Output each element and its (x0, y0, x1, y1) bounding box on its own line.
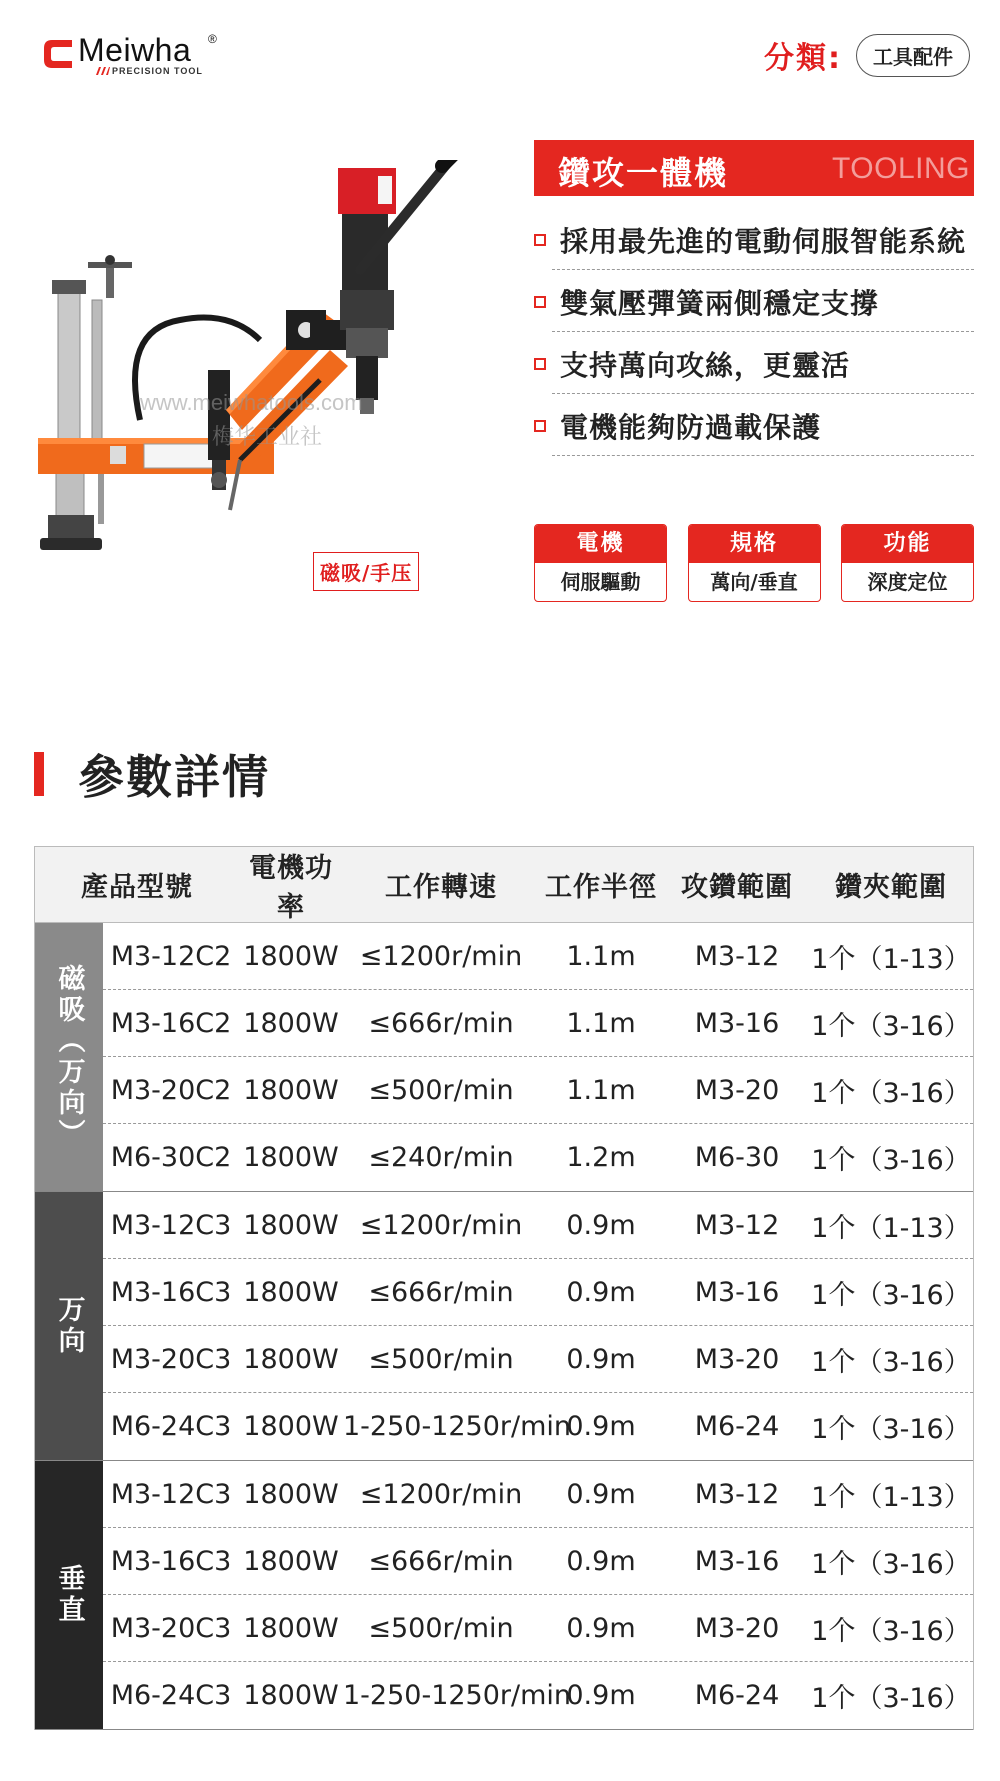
cell-model: M6-30C2 (110, 1142, 232, 1173)
cell-radius: 0.9m (566, 1612, 636, 1644)
spec-card-spec (688, 524, 821, 602)
cell-chuck-range: 1个（3-16） (811, 1414, 971, 1445)
cell-speed: ≤1200r/min (359, 940, 523, 972)
feature-list (534, 208, 974, 456)
category-tag[interactable]: 工具配件 (856, 34, 970, 77)
feature-item (552, 270, 974, 332)
cell-tap-range: M3-16 (694, 1007, 780, 1039)
table-body (35, 923, 973, 1730)
category-label: 分類: (764, 41, 842, 76)
cell-model: M3-16C3 (110, 1276, 232, 1308)
table-row (103, 1124, 973, 1191)
table-row (103, 990, 973, 1057)
table-row (103, 1595, 973, 1662)
cell-radius: 1.1m (566, 1074, 636, 1106)
watermark-chinese: 梅华工业社 (212, 425, 323, 450)
table-row (103, 1192, 973, 1259)
cell-model: M3-12C3 (110, 1478, 232, 1510)
feature-title: 鑽攻一體機 (558, 154, 729, 192)
registered-mark: ® (208, 32, 217, 46)
cell-power: 1800W (243, 940, 339, 972)
cell-speed: 1-250-1250r/min (343, 1411, 572, 1442)
cell-power: 1800W (243, 1007, 339, 1039)
table-row (103, 1393, 973, 1460)
feature-item (552, 394, 974, 456)
cell-chuck-range: 1个（3-16） (811, 1615, 971, 1647)
cell-radius: 1.2m (566, 1142, 636, 1173)
cell-power: 1800W (243, 1612, 339, 1644)
square-bullet-icon (534, 358, 546, 370)
cell-speed: ≤500r/min (368, 1074, 514, 1106)
cell-power: 1800W (243, 1545, 339, 1577)
feature-item (552, 208, 974, 270)
cell-chuck-range: 1个（1-13） (811, 943, 971, 975)
spec-card-head: 規格 (689, 525, 820, 563)
cell-power: 1800W (243, 1209, 339, 1241)
cell-chuck-range: 1个（3-16） (811, 1683, 971, 1714)
cell-speed: ≤666r/min (368, 1276, 514, 1308)
cell-radius: 0.9m (566, 1680, 636, 1711)
cell-tap-range: M3-12 (694, 1478, 780, 1510)
table-row (103, 1326, 973, 1393)
cell-speed: ≤1200r/min (359, 1478, 523, 1510)
section-accent-bar (34, 752, 44, 796)
cell-model: M3-12C3 (110, 1209, 232, 1241)
brand-subtitle: PRECISION TOOL (112, 66, 203, 76)
feature-subtitle: TOOLING (832, 152, 970, 185)
cell-tap-range: M6-24 (694, 1411, 780, 1442)
spec-card-body: 深度定位 (867, 570, 948, 594)
square-bullet-icon (534, 296, 546, 308)
cell-power: 1800W (243, 1142, 339, 1173)
cell-chuck-range: 1个（3-16） (811, 1346, 971, 1378)
cell-speed: 1-250-1250r/min (343, 1680, 572, 1711)
table-row (103, 1057, 973, 1124)
cell-speed: ≤240r/min (368, 1142, 514, 1173)
spec-card-head: 功能 (842, 525, 973, 563)
cell-speed: ≤666r/min (368, 1545, 514, 1577)
square-bullet-icon (534, 420, 546, 432)
table-row (103, 1662, 973, 1729)
table-row (103, 1461, 973, 1528)
spec-card-function (841, 524, 974, 602)
cell-chuck-range: 1个（3-16） (811, 1548, 971, 1580)
mode-stamp: 磁吸/手压 (313, 552, 419, 591)
logo-stripes-icon (94, 67, 110, 75)
feature-text: 採用最先進的電動伺服智能系統 (560, 225, 967, 258)
cell-speed: ≤1200r/min (359, 1209, 523, 1241)
category (764, 34, 970, 76)
table-group (35, 923, 973, 1192)
cell-radius: 0.9m (566, 1209, 636, 1241)
cell-tap-range: M3-20 (694, 1612, 780, 1644)
table-row (103, 1528, 973, 1595)
cell-tap-range: M3-16 (694, 1545, 780, 1577)
product-image (30, 160, 530, 600)
cell-model: M3-20C3 (110, 1343, 232, 1375)
header-chuck-range: 鑽夾範圍 (835, 872, 947, 903)
cell-speed: ≤666r/min (368, 1007, 514, 1039)
feature-text: 支持萬向攻絲，更靈活 (560, 349, 851, 382)
brand-name: Meiwha (78, 32, 192, 68)
header-power: 電機功率 (249, 852, 333, 923)
cell-speed: ≤500r/min (368, 1343, 514, 1375)
cell-tap-range: M6-24 (694, 1680, 780, 1711)
cell-power: 1800W (243, 1343, 339, 1375)
spec-card-head: 電機 (535, 525, 666, 563)
spec-card-body: 萬向/垂直 (710, 570, 798, 594)
cell-model: M3-20C3 (110, 1612, 232, 1644)
cell-model: M3-20C2 (110, 1074, 232, 1106)
group-label: 垂直 (35, 1461, 103, 1729)
feature-banner (534, 140, 974, 196)
cell-tap-range: M3-20 (694, 1074, 780, 1106)
cell-chuck-range: 1个（1-13） (811, 1481, 971, 1513)
section-title (34, 748, 270, 804)
cell-chuck-range: 1个（1-13） (811, 1212, 971, 1244)
cell-tap-range: M3-12 (694, 1209, 780, 1241)
table-group (35, 1192, 973, 1461)
feature-text: 電機能夠防過載保護 (560, 411, 822, 444)
cell-power: 1800W (243, 1411, 339, 1442)
cell-radius: 0.9m (566, 1343, 636, 1375)
cell-model: M3-16C2 (110, 1007, 232, 1039)
cell-power: 1800W (243, 1680, 339, 1711)
cell-speed: ≤500r/min (368, 1612, 514, 1644)
cell-power: 1800W (243, 1276, 339, 1308)
cell-tap-range: M3-12 (694, 940, 780, 972)
group-label: 磁吸（万向） (35, 923, 103, 1191)
cell-chuck-range: 1个（3-16） (811, 1145, 971, 1176)
cell-radius: 0.9m (566, 1411, 636, 1442)
spec-card-motor (534, 524, 667, 602)
cell-power: 1800W (243, 1074, 339, 1106)
cell-radius: 1.1m (566, 940, 636, 972)
table-row (103, 1259, 973, 1326)
cell-radius: 0.9m (566, 1545, 636, 1577)
header-model: 產品型號 (81, 872, 193, 903)
header-speed: 工作轉速 (385, 872, 497, 903)
brand-logo (42, 30, 232, 78)
cell-tap-range: M3-16 (694, 1276, 780, 1308)
cell-model: M3-16C3 (110, 1545, 232, 1577)
logo-mark-icon (42, 36, 78, 72)
cell-model: M3-12C2 (110, 940, 232, 972)
cell-model: M6-24C3 (110, 1680, 232, 1711)
cell-radius: 1.1m (566, 1007, 636, 1039)
feature-item (552, 332, 974, 394)
cell-tap-range: M3-20 (694, 1343, 780, 1375)
cell-radius: 0.9m (566, 1478, 636, 1510)
square-bullet-icon (534, 234, 546, 246)
cell-model: M6-24C3 (110, 1411, 232, 1442)
header-tap-range: 攻鑽範圍 (681, 872, 793, 903)
cell-chuck-range: 1个（3-16） (811, 1010, 971, 1042)
cell-chuck-range: 1个（3-16） (811, 1279, 971, 1311)
feature-text: 雙氣壓彈簧兩側穩定支撐 (560, 287, 880, 320)
table-row (103, 923, 973, 990)
table-group (35, 1461, 973, 1730)
watermark-url: www.meiwhatools.com (140, 390, 363, 415)
section-title-text: 參數詳情 (78, 750, 270, 804)
header-radius: 工作半徑 (545, 872, 657, 903)
cell-tap-range: M6-30 (694, 1142, 780, 1173)
cell-chuck-range: 1个（3-16） (811, 1077, 971, 1109)
table-header (35, 847, 973, 923)
cell-power: 1800W (243, 1478, 339, 1510)
group-label: 万向 (35, 1192, 103, 1460)
spec-table (34, 846, 974, 1730)
spec-cards (534, 524, 974, 604)
cell-radius: 0.9m (566, 1276, 636, 1308)
spec-card-body: 伺服驅動 (560, 570, 641, 594)
